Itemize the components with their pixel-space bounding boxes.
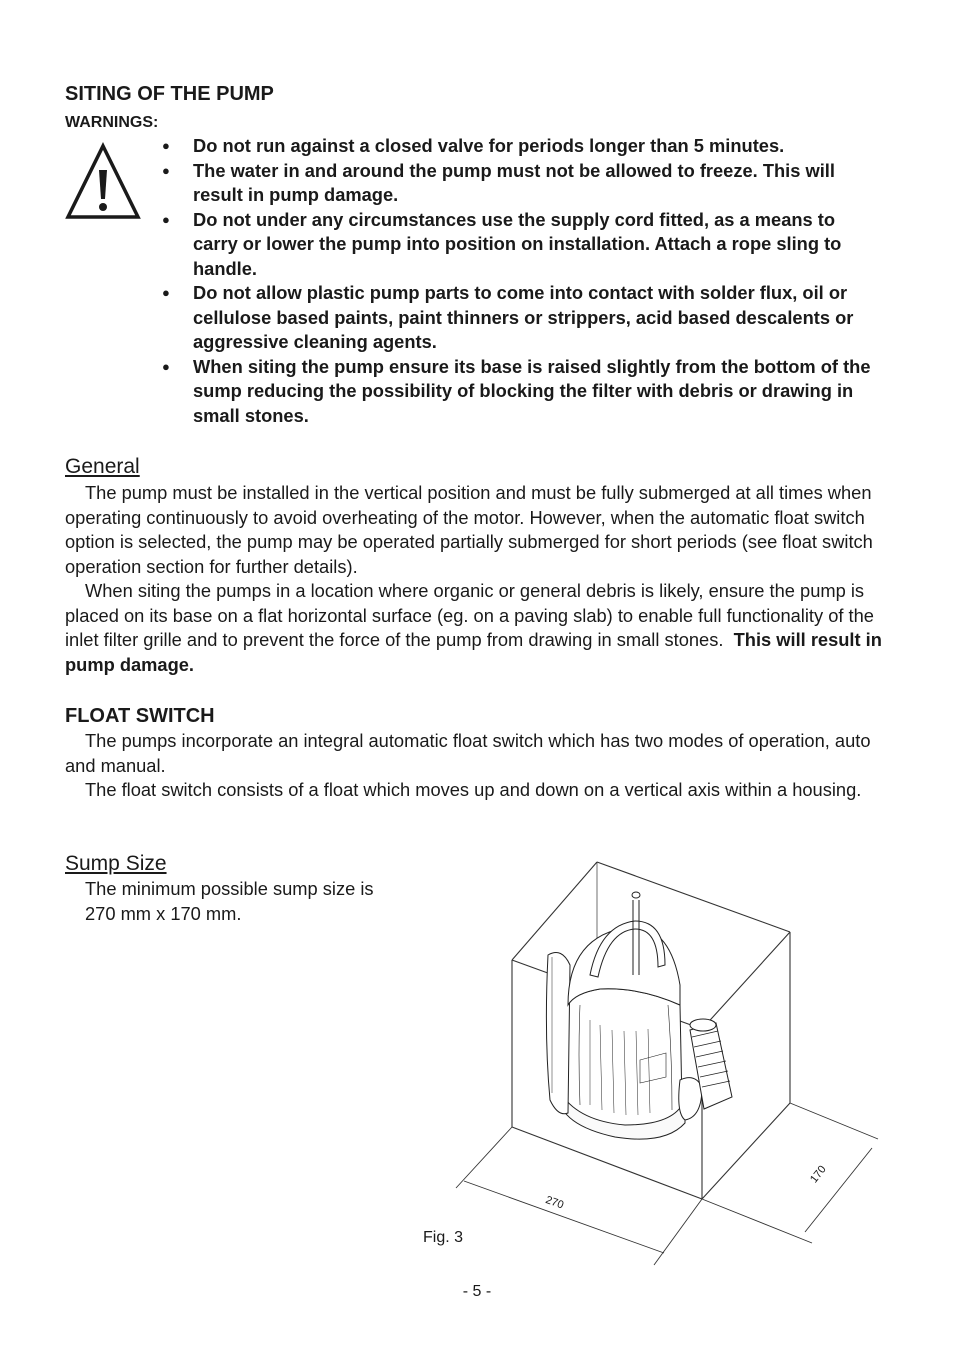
dimension-label-length: 270 — [543, 1194, 566, 1212]
dimension-label-width: 170 — [808, 1163, 829, 1186]
float-switch-paragraph-1 — [65, 729, 885, 778]
general-paragraph-2 — [65, 579, 885, 677]
general-paragraph-1 — [65, 481, 885, 579]
section-title-sump-size: Sump Size — [65, 852, 167, 875]
pump-sump-diagram — [440, 855, 890, 1275]
general-text-1: The pump must be installed in the vertical position and must be fully submerged at all times when operating continuously to avoid overheating of the motor. However, when the automatic float switch option is selected, the pump may be operated partially submerged for short periods (see float switch operation section for further details). — [65, 482, 873, 577]
pump-drawing — [546, 892, 732, 1139]
warnings-label: WARNINGS: — [65, 114, 159, 131]
float-switch-paragraph-2 — [65, 778, 885, 803]
float-switch-text-1: The pumps incorporate an integral automatic float switch which has two modes of operation, auto and manual. — [65, 730, 871, 776]
warning-item: ● Do not allow plastic pump parts to come into contact with solder flux, oil or cellulose based paints, paint thinners or strippers, acid based descalents or aggressive cleaning agents. — [193, 281, 883, 355]
general-text-2: When siting the pumps in a location where organic or general debris is likely, ensure the pump is placed on its base on a flat horizontal surface (eg. on a paving slab) to enable full functionality of the inlet filter grille and to prevent the force of the pump from drawing in small stones. — [65, 580, 874, 650]
warning-item: ● The water in and around the pump must not be allowed to freeze. This will result in pump damage. — [193, 159, 883, 208]
section-title-siting: SITING OF THE PUMP — [65, 83, 274, 105]
sump-size-line-1: The minimum possible sump size is — [85, 878, 374, 899]
section-title-general: General — [65, 455, 140, 478]
warning-triangle-icon — [64, 142, 142, 220]
figure-caption: Fig. 3 — [423, 1229, 464, 1246]
page-number: - 5 - — [462, 1283, 492, 1300]
sump-size-line-2: 270 mm x 170 mm. — [85, 903, 242, 924]
float-switch-text-2: The float switch consists of a float which moves up and down on a vertical axis within a housing. — [85, 779, 862, 800]
warning-item: ● When siting the pump ensure its base is raised slightly from the bottom of the sump reducing the possibility of blocking the filter with debris or drawing in small stones. — [193, 355, 883, 429]
warnings-list — [193, 134, 883, 428]
warning-item: ● Do not under any circumstances use the supply cord fitted, as a means to carry or lower the pump into position on installation. Attach a rope sling to handle. — [193, 208, 883, 282]
warning-item: ● Do not run against a closed valve for periods longer than 5 minutes. — [193, 134, 883, 159]
section-title-float-switch: FLOAT SWITCH — [65, 705, 215, 727]
general-text-2-bold: This will result in pump damage. — [65, 629, 882, 675]
